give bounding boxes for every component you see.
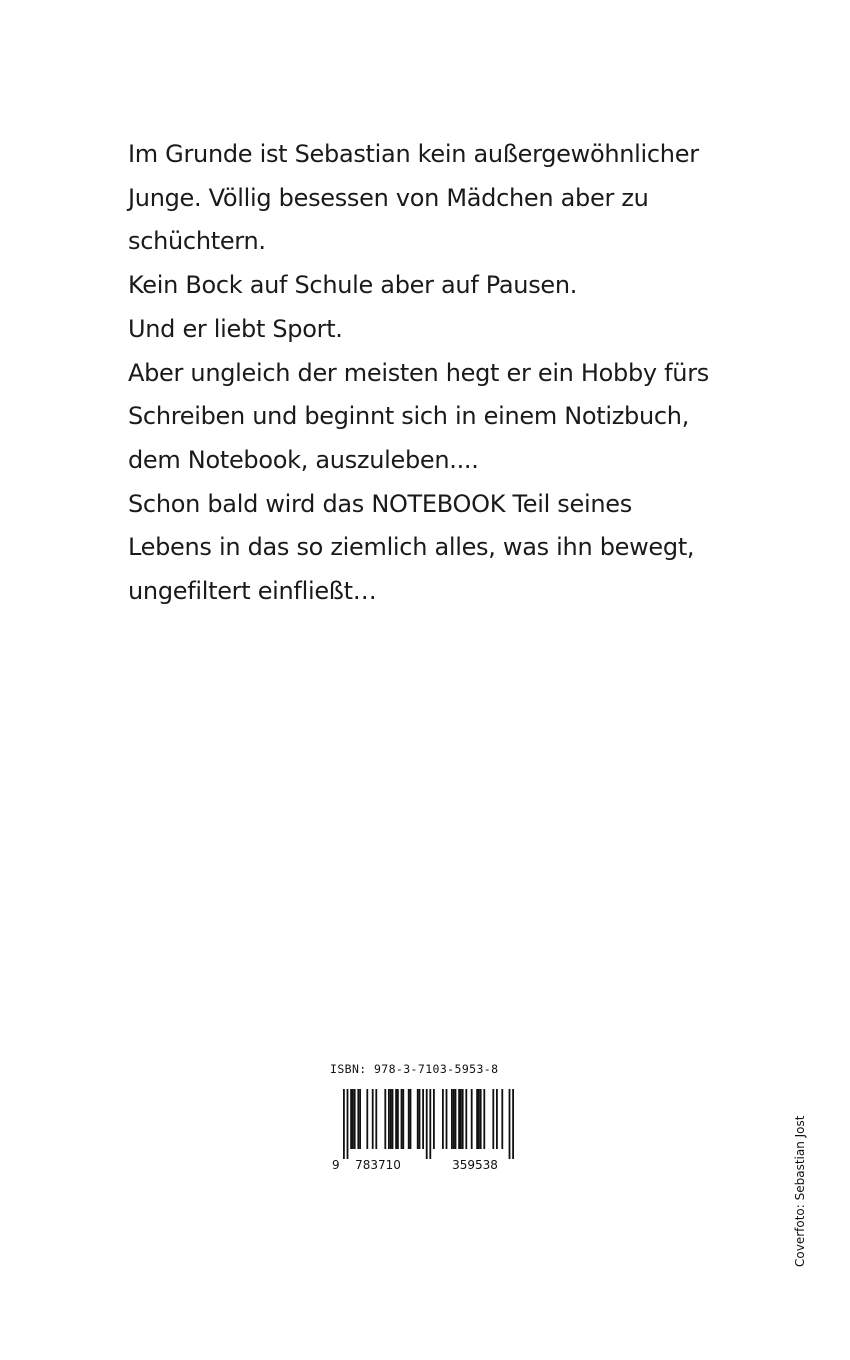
barcode-bar [390, 1089, 392, 1149]
barcode-bar [419, 1089, 421, 1149]
barcode-bar [465, 1089, 467, 1149]
barcode-bar [357, 1089, 359, 1149]
blurb-line: Schreiben und beginnt sich in einem Notizbuch, [128, 402, 690, 431]
barcode-bar [352, 1089, 354, 1149]
barcode-bar [446, 1089, 448, 1149]
blurb-line: dem Notebook, auszuleben.... [128, 445, 479, 474]
barcode-bar [408, 1089, 410, 1149]
barcode-bar [410, 1089, 412, 1149]
blurb-line: Schon bald wird das NOTEBOOK Teil seines [128, 489, 632, 518]
barcode-bar [433, 1089, 435, 1149]
barcode-bars [343, 1089, 514, 1159]
barcode-guard-bar [426, 1089, 428, 1159]
barcode-bar [401, 1089, 403, 1149]
barcode-bar [480, 1089, 482, 1149]
blurb-line: Aber ungleich der meisten hegt er ein Hobby fürs [128, 358, 709, 387]
barcode-guard-bar [429, 1089, 431, 1159]
barcode-bar [417, 1089, 419, 1149]
blurb-line: schüchtern. [128, 227, 266, 256]
barcode-bar [442, 1089, 444, 1149]
barcode-graphic [330, 1089, 520, 1174]
barcode-bar [458, 1089, 460, 1149]
barcode-bar [350, 1089, 352, 1149]
barcode-bar [483, 1089, 485, 1149]
back-cover-blurb [128, 133, 768, 614]
barcode-bar [462, 1089, 464, 1149]
barcode-bar [359, 1089, 361, 1149]
cover-photo-credit: Coverfoto: Sebastian Jost [793, 1115, 807, 1267]
barcode-bar [388, 1089, 390, 1149]
barcode-guard-bar [512, 1089, 514, 1159]
barcode-bar [395, 1089, 397, 1149]
barcode-bar [471, 1089, 473, 1149]
barcode-bar [397, 1089, 399, 1149]
barcode-bar [476, 1089, 478, 1149]
barcode-right-group: 359538 [452, 1158, 498, 1172]
barcode-bar [375, 1089, 377, 1149]
barcode-bar [372, 1089, 374, 1149]
barcode-guard-bar [347, 1089, 349, 1159]
barcode-bar [384, 1089, 386, 1149]
barcode-lead-digit: 9 [332, 1158, 340, 1172]
barcode-guard-bar [343, 1089, 345, 1159]
barcode-bar [451, 1089, 453, 1149]
blurb-line: Kein Bock auf Schule aber auf Pausen. [128, 271, 578, 300]
blurb-line: ungefiltert einfließt… [128, 577, 377, 606]
barcode-bar [492, 1089, 494, 1149]
isbn-barcode [330, 1062, 520, 1174]
barcode-bar [455, 1089, 457, 1149]
barcode-bar [460, 1089, 462, 1149]
barcode-left-group: 783710 [355, 1158, 401, 1172]
barcode-bar [392, 1089, 394, 1149]
barcode-bar [354, 1089, 356, 1149]
barcode-bar [496, 1089, 498, 1149]
blurb-line: Lebens in das so ziemlich alles, was ihn bewegt, [128, 533, 695, 562]
blurb-line: Im Grunde ist Sebastian kein außergewöhnlicher [128, 140, 699, 168]
barcode-bar [422, 1089, 424, 1149]
barcode-bar [453, 1089, 455, 1149]
barcode-bar [366, 1089, 368, 1149]
barcode-bar [478, 1089, 480, 1149]
isbn-label: ISBN: 978-3-7103-5953-8 [330, 1062, 499, 1076]
barcode-bar [501, 1089, 503, 1149]
blurb-line: Junge. Völlig besessen von Mädchen aber zu [128, 183, 649, 212]
barcode-guard-bar [509, 1089, 511, 1159]
blurb-line: Und er liebt Sport. [128, 314, 343, 343]
barcode-bar [402, 1089, 404, 1149]
